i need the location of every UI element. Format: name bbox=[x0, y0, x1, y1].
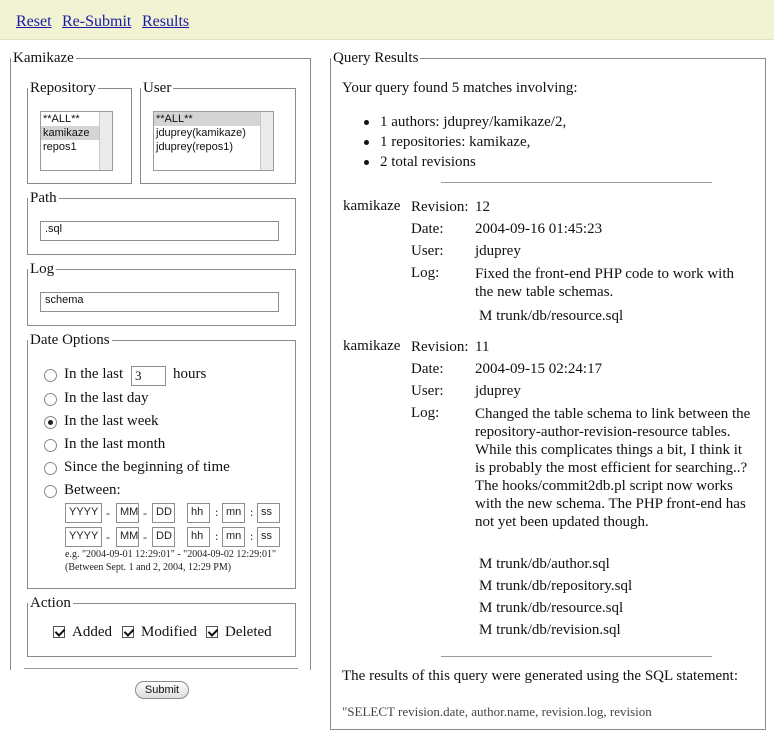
repository-option-kamikaze[interactable]: kamikaze bbox=[41, 126, 112, 140]
date-hint-explanation: (Between Sept. 1 and 2, 2004, 12:29 PM) bbox=[65, 562, 232, 573]
start-hour-input[interactable]: hh bbox=[187, 503, 210, 523]
action-legend: Action bbox=[30, 595, 71, 611]
entry-1-user-value: jduprey bbox=[475, 243, 521, 259]
user-option-all[interactable]: **ALL** bbox=[154, 112, 273, 126]
repository-listbox[interactable] bbox=[40, 111, 113, 171]
results-footer: The results of this query were generated using the SQL statement: bbox=[342, 668, 738, 684]
deleted-checkbox[interactable] bbox=[206, 626, 218, 638]
log-legend: Log bbox=[30, 261, 55, 277]
user-scrollbar[interactable] bbox=[260, 112, 273, 170]
added-checkbox[interactable] bbox=[53, 626, 65, 638]
modified-checkbox[interactable] bbox=[122, 626, 134, 638]
end-year-input[interactable]: YYYY bbox=[65, 527, 102, 547]
end-minute-input[interactable]: mn bbox=[222, 527, 245, 547]
form-divider bbox=[24, 668, 298, 669]
start-day-input[interactable]: DD bbox=[152, 503, 175, 523]
end-dash-1: - bbox=[106, 530, 110, 544]
entry-2-revision-label: Revision: bbox=[411, 339, 469, 355]
entry-1-file-1: M trunk/db/resource.sql bbox=[479, 308, 624, 324]
repository-scrollbar[interactable] bbox=[99, 112, 112, 170]
entry-2-repo: kamikaze bbox=[343, 338, 401, 354]
summary-repositories: 1 repositories: kamikaze, bbox=[358, 132, 566, 152]
entry-2-log-value: Changed the table schema to link between the repository-author-revision-resource tables. While this complicates things a bit, I think it is probably the most efficient for searching..? The hooks/commit2db.pl script now works with the new schema. The PHP front-end has not yet been updated though. bbox=[475, 406, 751, 530]
entry-2-date-value: 2004-09-15 02:24:17 bbox=[475, 361, 603, 377]
end-hour-input[interactable]: hh bbox=[187, 527, 210, 547]
action-checkboxes bbox=[53, 624, 293, 644]
added-label: Added bbox=[72, 624, 112, 640]
hours-input[interactable]: 3 bbox=[131, 366, 166, 386]
entry-1-user-label: User: bbox=[411, 243, 444, 259]
entry-2-log-label: Log: bbox=[411, 405, 440, 421]
reset-link[interactable]: Reset bbox=[16, 13, 52, 30]
repository-legend: Repository bbox=[30, 80, 96, 96]
date-options-legend: Date Options bbox=[30, 332, 110, 348]
in-last-label: In the last bbox=[64, 366, 124, 382]
modified-label: Modified bbox=[141, 624, 197, 640]
user-option-jduprey-kamikaze[interactable]: jduprey(kamikaze) bbox=[156, 127, 246, 139]
entry-1-date-label: Date: bbox=[411, 221, 444, 237]
submit-button[interactable]: Submit bbox=[135, 681, 189, 699]
start-colon-1: : bbox=[215, 505, 219, 519]
entry-1-log-label: Log: bbox=[411, 265, 440, 281]
path-legend: Path bbox=[30, 190, 57, 206]
entry-1-repo: kamikaze bbox=[343, 198, 401, 214]
repository-option-all[interactable]: **ALL** bbox=[43, 113, 80, 125]
top-bar bbox=[0, 0, 774, 40]
end-colon-2: : bbox=[250, 529, 254, 543]
sql-statement-start: "SELECT revision.date, author.name, revision.log, revision bbox=[342, 704, 652, 719]
entry-2-file-3: M trunk/db/resource.sql bbox=[479, 600, 624, 616]
entry-2-file-4: M trunk/db/revision.sql bbox=[479, 622, 621, 638]
radio-since-beginning[interactable] bbox=[44, 462, 57, 475]
user-legend: User bbox=[143, 80, 172, 96]
last-week-label: In the last week bbox=[64, 413, 159, 429]
results-summary: Your query found 5 matches involving: bbox=[342, 80, 578, 96]
hours-label: hours bbox=[173, 366, 207, 382]
entry-2-user-label: User: bbox=[411, 383, 444, 399]
entry-1-revision-label: Revision: bbox=[411, 199, 469, 215]
results-link[interactable]: Results bbox=[142, 13, 190, 30]
date-hint-example: e.g. "2004-09-01 12:29:01" - "2004-09-02 12:29:01" bbox=[65, 549, 277, 560]
repository-option-repos1[interactable]: repos1 bbox=[43, 141, 77, 153]
results-divider-1 bbox=[441, 182, 712, 183]
kamikaze-legend: Kamikaze bbox=[13, 50, 74, 66]
radio-last-day[interactable] bbox=[44, 393, 57, 406]
entry-2-user-value: jduprey bbox=[475, 383, 521, 399]
start-second-input[interactable]: ss bbox=[257, 503, 280, 523]
log-input[interactable]: schema bbox=[40, 292, 279, 312]
summary-revisions: 2 total revisions bbox=[358, 152, 566, 172]
resubmit-link[interactable]: Re-Submit bbox=[62, 13, 132, 30]
deleted-label: Deleted bbox=[225, 624, 272, 640]
start-dash-1: - bbox=[106, 506, 110, 520]
start-month-input[interactable]: MM bbox=[116, 503, 139, 523]
entry-2-revision-value: 11 bbox=[475, 339, 490, 355]
summary-authors: 1 authors: jduprey/kamikaze/2, bbox=[358, 112, 566, 132]
entry-2-date-label: Date: bbox=[411, 361, 444, 377]
since-beginning-label: Since the beginning of time bbox=[64, 459, 230, 475]
entry-1-revision-value: 12 bbox=[475, 199, 490, 215]
results-divider-2 bbox=[441, 656, 712, 657]
user-listbox[interactable] bbox=[153, 111, 274, 171]
entry-1-date-value: 2004-09-16 01:45:23 bbox=[475, 221, 603, 237]
entry-1-log-value: Fixed the front-end PHP code to work with the new table schemas. bbox=[475, 266, 734, 300]
path-input[interactable]: .sql bbox=[40, 221, 279, 241]
query-results-legend: Query Results bbox=[333, 50, 419, 66]
radio-last-week[interactable] bbox=[44, 416, 57, 429]
end-colon-1: : bbox=[215, 529, 219, 543]
user-option-jduprey-repos1[interactable]: jduprey(repos1) bbox=[156, 141, 234, 153]
radio-between[interactable] bbox=[44, 485, 57, 498]
results-summary-list bbox=[358, 112, 566, 172]
last-day-label: In the last day bbox=[64, 390, 149, 406]
end-month-input[interactable]: MM bbox=[116, 527, 139, 547]
start-minute-input[interactable]: mn bbox=[222, 503, 245, 523]
radio-in-last-hours[interactable] bbox=[44, 369, 57, 382]
end-second-input[interactable]: ss bbox=[257, 527, 280, 547]
entry-2-file-1: M trunk/db/author.sql bbox=[479, 556, 610, 572]
start-year-input[interactable]: YYYY bbox=[65, 503, 102, 523]
start-dash-2: - bbox=[143, 506, 147, 520]
last-month-label: In the last month bbox=[64, 436, 166, 452]
entry-2-file-2: M trunk/db/repository.sql bbox=[479, 578, 633, 594]
end-dash-2: - bbox=[143, 530, 147, 544]
between-label: Between: bbox=[64, 482, 121, 498]
start-colon-2: : bbox=[250, 505, 254, 519]
radio-last-month[interactable] bbox=[44, 439, 57, 452]
kamikaze-right-border bbox=[310, 58, 311, 670]
end-day-input[interactable]: DD bbox=[152, 527, 175, 547]
